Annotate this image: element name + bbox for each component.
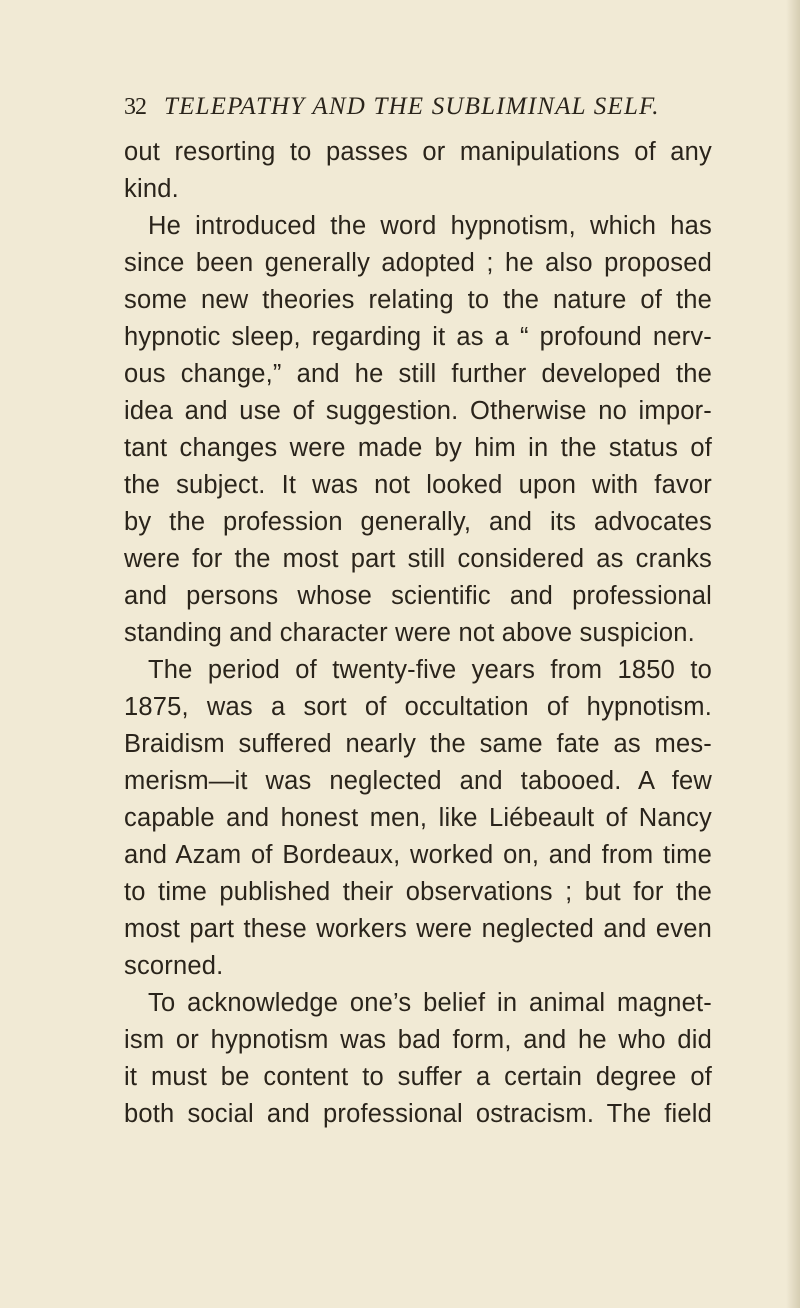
text-line: ism or hypnotism was bad form, and he who did: [124, 1026, 712, 1054]
text-line: and persons whose scientific and professional: [124, 582, 712, 610]
page-number: 32: [124, 94, 146, 120]
text-line: He introduced the word hypnotism, which has: [148, 212, 712, 240]
running-header: [124, 92, 724, 122]
text-line: out resorting to passes or manipulations of any: [124, 138, 712, 166]
text-line: and Azam of Bordeaux, worked on, and from time: [124, 841, 712, 869]
text-line: both social and professional ostracism. The field: [124, 1100, 712, 1128]
text-line: were for the most part still considered as cranks: [124, 545, 712, 573]
text-line: capable and honest men, like Liébeault of Nancy: [124, 804, 712, 832]
text-line: idea and use of suggestion. Otherwise no impor-: [124, 397, 712, 425]
text-line: Braidism suffered nearly the same fate as mes-: [124, 730, 712, 758]
text-line: standing and character were not above suspicion.: [124, 619, 695, 647]
text-line: kind.: [124, 175, 179, 203]
text-line: by the profession generally, and its advocates: [124, 508, 712, 536]
text-line: to time published their observations ; but for the: [124, 878, 712, 906]
text-line: merism—it was neglected and tabooed. A few: [124, 767, 712, 795]
text-line: hypnotic sleep, regarding it as a “ profound nerv-: [124, 323, 712, 351]
text-line: To acknowledge one’s belief in animal magnet-: [148, 989, 712, 1017]
text-line: since been generally adopted ; he also proposed: [124, 249, 712, 277]
page-edge-shadow: [786, 0, 800, 1308]
running-title: TELEPATHY AND THE SUBLIMINAL SELF.: [164, 93, 660, 120]
text-line: it must be content to suffer a certain degree of: [124, 1063, 712, 1091]
text-line: scorned.: [124, 952, 224, 980]
text-line: The period of twenty-five years from 1850 to: [148, 656, 712, 684]
text-line: tant changes were made by him in the status of: [124, 434, 712, 462]
body-text: [124, 134, 712, 1133]
text-line: some new theories relating to the nature of the: [124, 286, 712, 314]
text-line: most part these workers were neglected and even: [124, 915, 712, 943]
text-line: 1875, was a sort of occultation of hypnotism.: [124, 693, 712, 721]
text-line: the subject. It was not looked upon with favor: [124, 471, 712, 499]
text-line: ous change,” and he still further developed the: [124, 360, 712, 388]
